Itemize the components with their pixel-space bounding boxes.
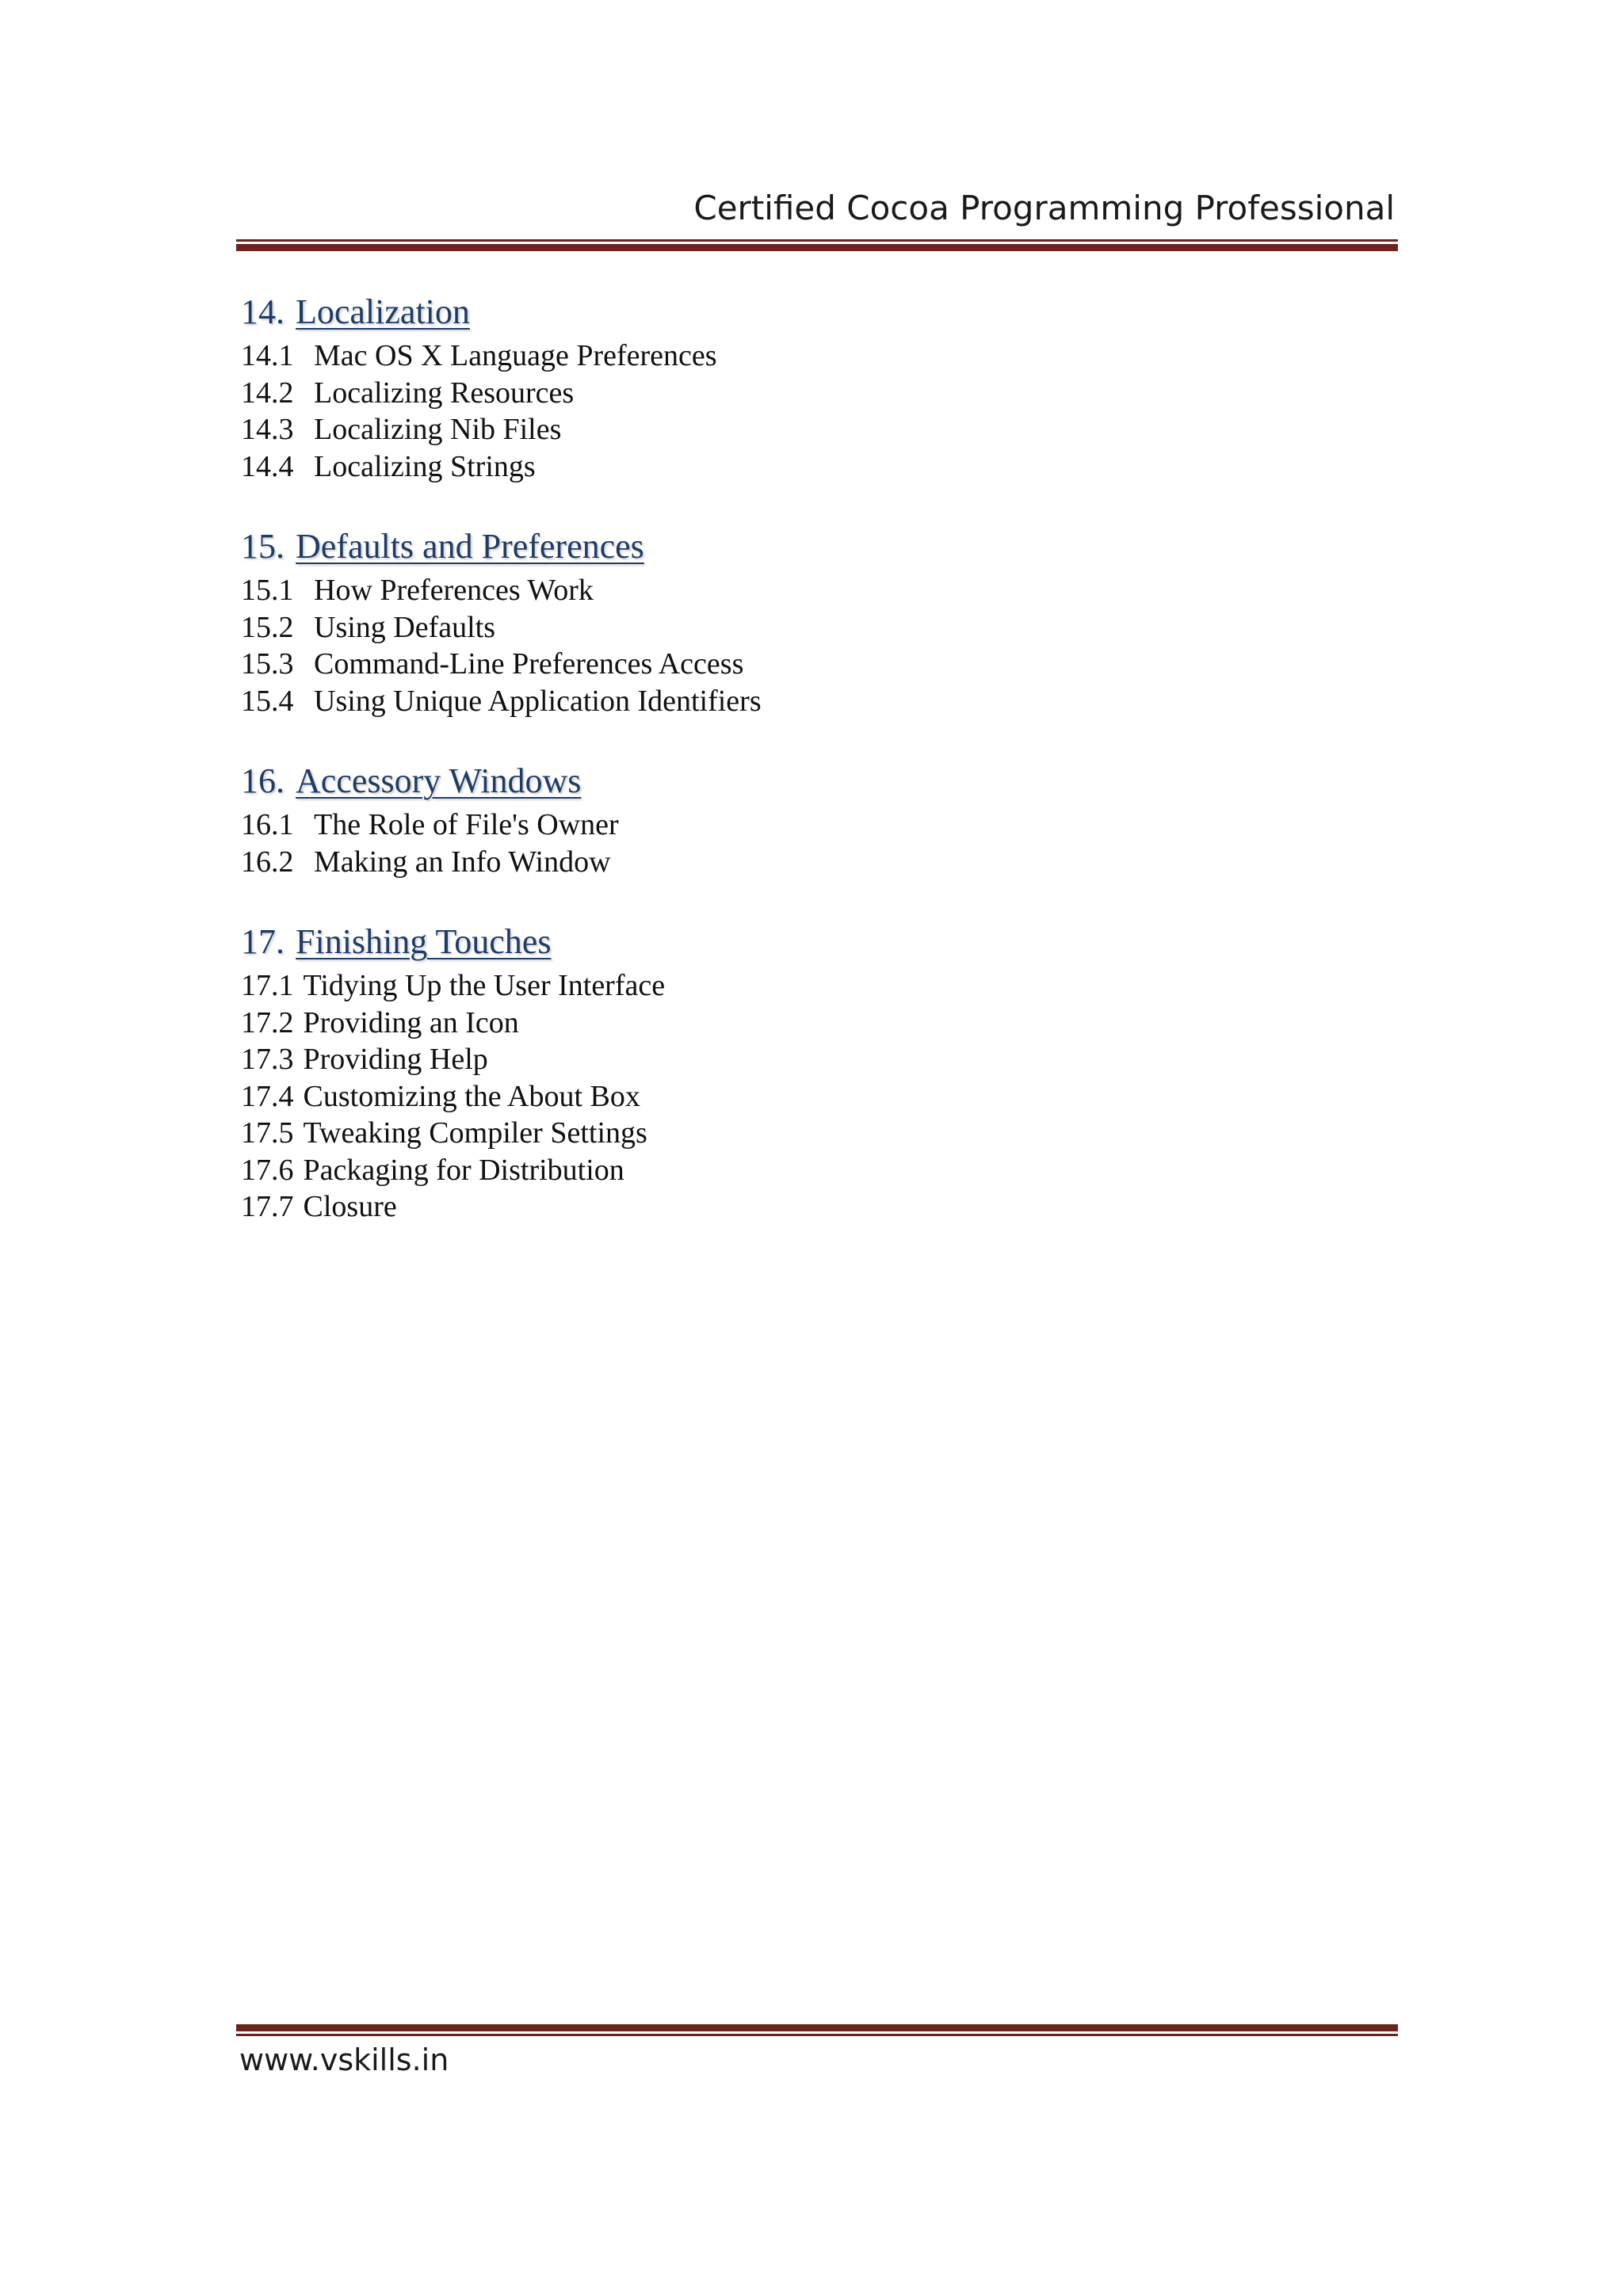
section-heading[interactable] — [241, 521, 1350, 572]
toc-item-number: 17.1 — [241, 969, 294, 1002]
toc-item — [241, 1041, 1350, 1078]
toc-item — [241, 448, 1350, 486]
toc-item-number: 15.2 — [241, 610, 294, 644]
footer-website-url[interactable]: www.vskills.in — [239, 2042, 449, 2077]
section-number: 17. — [241, 922, 285, 961]
toc-item — [241, 1115, 1350, 1152]
toc-item-label: Localizing Strings — [314, 449, 536, 483]
toc-section-localization — [241, 287, 1350, 485]
toc-item — [241, 411, 1350, 448]
toc-item-number: 15.1 — [241, 574, 294, 607]
toc-item-label: Closure — [303, 1190, 397, 1223]
section-heading[interactable] — [241, 917, 1350, 967]
toc-item-label: The Role of File's Owner — [314, 808, 619, 841]
toc-item-label: Making an Info Window — [314, 845, 611, 879]
toc-item-label: How Preferences Work — [314, 574, 594, 607]
toc-item-number: 14.1 — [241, 339, 294, 372]
toc-section-finishing-touches — [241, 917, 1350, 1226]
section-title-link[interactable]: Finishing Touches — [296, 922, 552, 961]
toc-item-number: 17.5 — [241, 1116, 294, 1150]
toc-item — [241, 338, 1350, 375]
toc-item-number: 17.4 — [241, 1079, 294, 1113]
toc-item-label: Tweaking Compiler Settings — [303, 1116, 647, 1150]
toc-item-label: Command-Line Preferences Access — [314, 647, 744, 681]
section-title-link[interactable]: Localization — [296, 292, 470, 331]
toc-item-number: 17.3 — [241, 1043, 294, 1076]
toc-item-label: Customizing the About Box — [303, 1079, 640, 1113]
toc-item-number: 16.2 — [241, 845, 294, 879]
toc-item — [241, 1152, 1350, 1189]
section-title-link[interactable]: Defaults and Preferences — [296, 527, 644, 566]
section-number: 15. — [241, 527, 285, 566]
toc-item-number: 17.6 — [241, 1153, 294, 1187]
toc-item — [241, 1005, 1350, 1042]
toc-item-number: 16.1 — [241, 808, 294, 841]
toc-item — [241, 609, 1350, 646]
toc-item — [241, 844, 1350, 881]
section-heading[interactable] — [241, 287, 1350, 338]
toc-item — [241, 572, 1350, 609]
toc-item — [241, 375, 1350, 412]
toc-item-number: 15.3 — [241, 647, 294, 681]
section-number: 16. — [241, 761, 285, 800]
toc-item-number: 15.4 — [241, 684, 294, 718]
toc-item-label: Providing an Icon — [303, 1005, 519, 1039]
toc-item-number: 17.7 — [241, 1190, 294, 1223]
table-of-contents — [241, 287, 1350, 1262]
toc-item — [241, 683, 1350, 720]
toc-item — [241, 646, 1350, 683]
toc-item-number: 17.2 — [241, 1005, 294, 1039]
header-rule — [236, 239, 1398, 251]
toc-item — [241, 1188, 1350, 1226]
toc-item-label: Providing Help — [303, 1043, 488, 1076]
toc-item-label: Localizing Nib Files — [314, 413, 562, 446]
toc-item — [241, 967, 1350, 1005]
toc-section-defaults-and-preferences — [241, 521, 1350, 719]
toc-section-accessory-windows — [241, 756, 1350, 880]
toc-item-number: 14.2 — [241, 376, 294, 410]
toc-item-label: Using Unique Application Identifiers — [314, 684, 762, 718]
toc-item-label: Mac OS X Language Preferences — [314, 339, 717, 372]
page-header-title: Certified Cocoa Programming Professional — [693, 189, 1395, 227]
footer-rule — [236, 2024, 1398, 2036]
section-heading[interactable] — [241, 756, 1350, 807]
section-number: 14. — [241, 292, 285, 331]
toc-item-label: Packaging for Distribution — [303, 1153, 624, 1187]
section-title-link[interactable]: Accessory Windows — [296, 761, 582, 800]
toc-item — [241, 807, 1350, 844]
toc-item-number: 14.3 — [241, 413, 294, 446]
toc-item-label: Localizing Resources — [314, 376, 575, 410]
toc-item — [241, 1078, 1350, 1116]
toc-item-number: 14.4 — [241, 449, 294, 483]
toc-item-label: Tidying Up the User Interface — [303, 969, 666, 1002]
toc-item-label: Using Defaults — [314, 610, 496, 644]
